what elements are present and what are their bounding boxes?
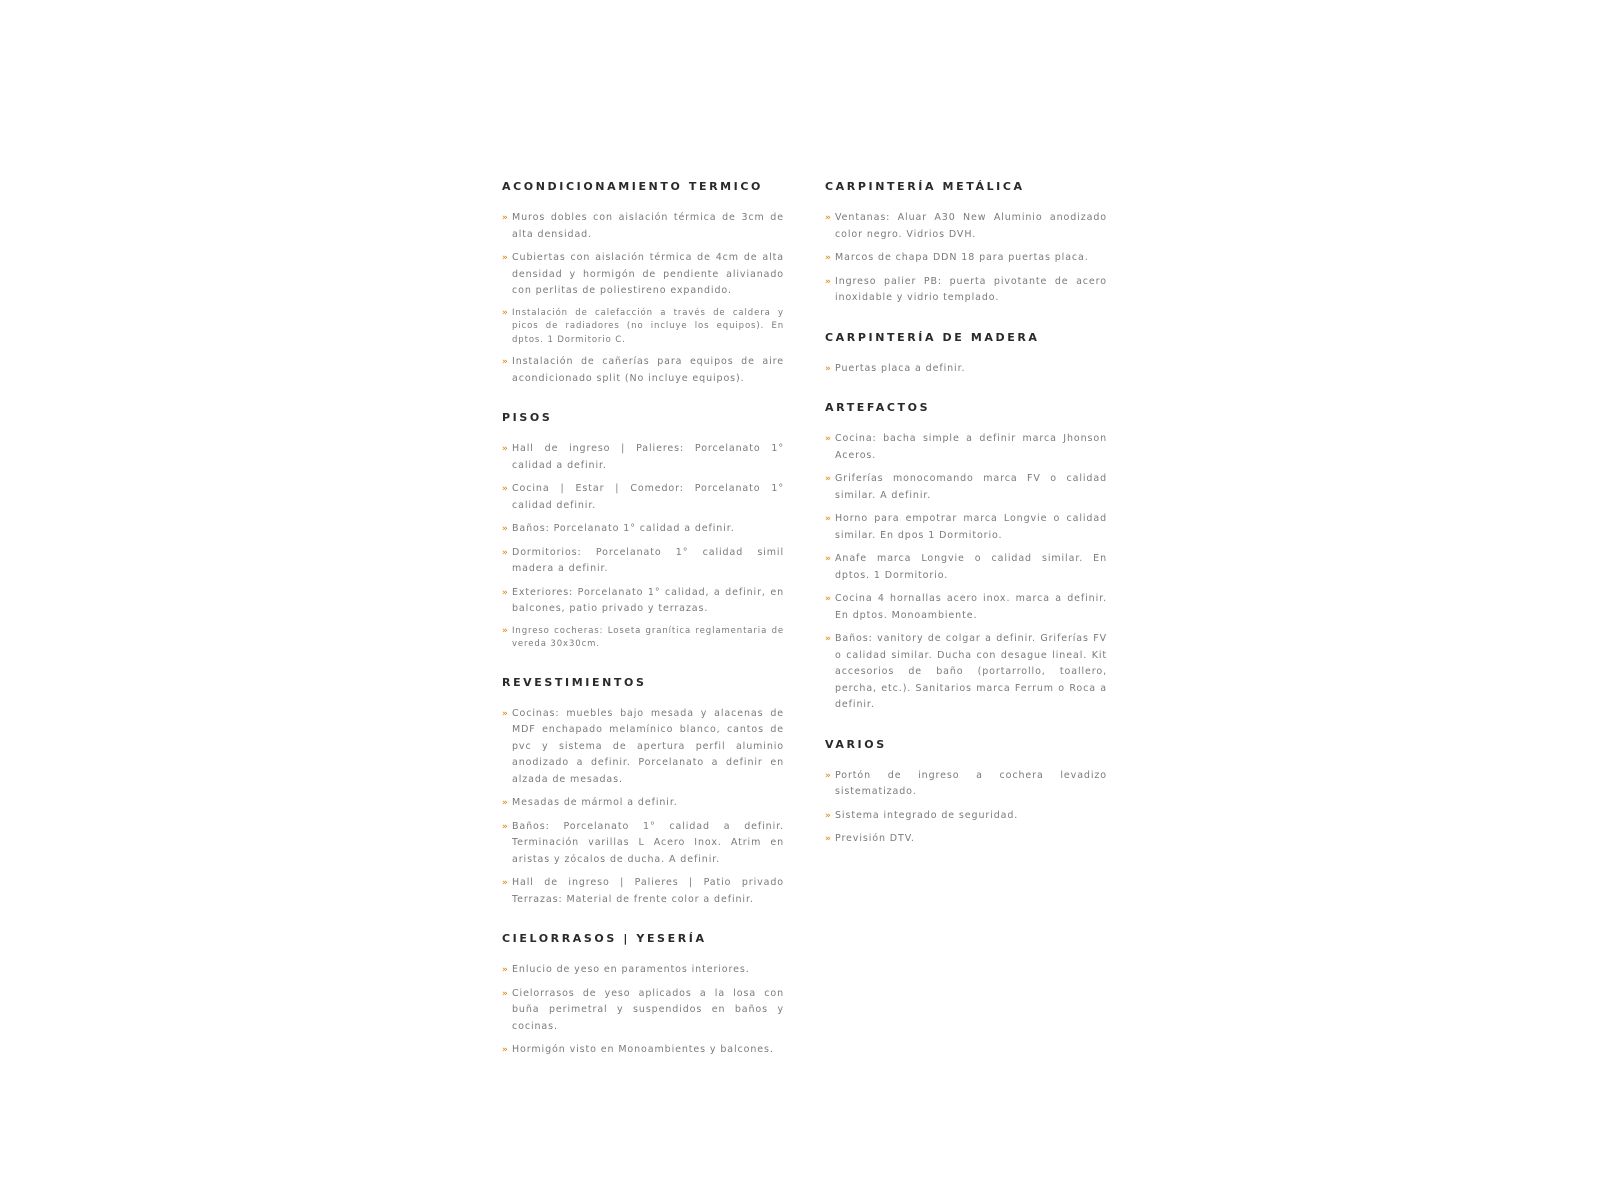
bullet-icon: » [502, 878, 508, 888]
list-item: » Hall de ingreso | Palieres: Porcelanato 1° calidad a definir. [502, 443, 784, 471]
bullet-icon: » [825, 554, 831, 564]
bullet-icon: » [502, 307, 508, 318]
item-list [825, 361, 1107, 378]
bullet-icon: » [502, 587, 508, 598]
list-item: » Enlucio de yeso en paramentos interiores. [502, 962, 784, 979]
bullet-icon: » [825, 474, 831, 484]
list-item: » Baños: Porcelanato 1° calidad a definir. [502, 521, 784, 538]
list-item: » Sistema integrado de seguridad. [825, 808, 1107, 825]
section-cielorrasos-yeseria [502, 932, 784, 1059]
section-title: ACONDICIONAMIENTO TERMICO [502, 180, 763, 193]
list-item: » Cocina: bacha simple a definir marca Jhonson Aceros. [825, 433, 1107, 461]
section-title: PISOS [502, 411, 553, 424]
bullet-icon: » [825, 276, 831, 287]
bullet-icon: » [825, 434, 831, 444]
list-item: » Baños: vanitory de colgar a definir. Griferías FV o calidad similar. Ducha con desague lineal. Kit accesorios de baño (portarrollo, toallero, percha, etc.). Sanitarios marca Ferrum o Roca a definir. [825, 633, 1107, 710]
section-title: CARPINTERÍA METÁLICA [825, 180, 1025, 193]
item-list [502, 706, 784, 909]
list-item: » Griferías monocomando marca FV o calidad similar. A definir. [825, 473, 1107, 501]
right-column [825, 180, 1107, 872]
list-item: » Anafe marca Longvie o calidad similar. En dptos. 1 Dormitorio. [825, 553, 1107, 581]
bullet-icon: » [825, 363, 831, 374]
item-list [825, 431, 1107, 714]
list-item: » Muros dobles con aislación térmica de 3cm de alta densidad. [502, 212, 784, 240]
bullet-icon: » [502, 798, 508, 808]
list-item: » Puertas placa a definir. [825, 361, 1107, 378]
list-item: » Instalación de cañerías para equipos de aire acondicionado split (No incluye equipos). [502, 356, 784, 384]
item-list [502, 441, 784, 652]
bullet-icon: » [502, 524, 508, 534]
bullet-icon: » [825, 770, 831, 781]
list-item: » Dormitorios: Porcelanato 1° calidad simil madera a definir. [502, 546, 784, 574]
bullet-icon: » [825, 834, 831, 844]
section-carpinteria-madera [825, 331, 1107, 378]
item-list [502, 962, 784, 1059]
item-list [825, 768, 1107, 848]
list-item: » Marcos de chapa DDN 18 para puertas placa. [825, 250, 1107, 267]
item-list [502, 210, 784, 387]
bullet-icon: » [825, 253, 831, 263]
section-acondicionamiento-termico [502, 180, 784, 387]
list-item: » Cubiertas con aislación térmica de 4cm de alta densidad y hormigón de pendiente alivianado con perlitas de poliestireno expandido. [502, 252, 784, 296]
bullet-icon: » [825, 514, 831, 524]
list-item: » Hormigón visto en Monoambientes y balcones. [502, 1042, 784, 1059]
list-item: » Exteriores: Porcelanato 1° calidad, a definir, en balcones, patio privado y terrazas. [502, 586, 784, 614]
bullet-icon: » [825, 634, 831, 644]
list-item: » Hall de ingreso | Palieres | Patio privado Terrazas: Material de frente color a definir. [502, 877, 784, 905]
bullet-icon: » [502, 625, 508, 636]
list-item: » Instalación de calefacción a través de caldera y picos de radiadores (no incluye los equipos). En dptos. 1 Dormitorio C. [502, 307, 784, 345]
list-item: » Cielorrasos de yeso aplicados a la losa con buña perimetral y suspendidos en baños y cocinas. [502, 987, 784, 1032]
list-item: » Portón de ingreso a cochera levadizo sistematizado. [825, 769, 1107, 797]
bullet-icon: » [825, 810, 831, 821]
bullet-icon: » [502, 965, 508, 975]
bullet-icon: » [502, 821, 508, 832]
bullet-icon: » [825, 213, 831, 223]
list-item: » Previsión DTV. [825, 831, 1107, 848]
list-item: » Ingreso cocheras: Loseta granítica reglamentaria de vereda 30x30cm. [502, 625, 784, 649]
left-column [502, 180, 784, 1083]
item-list [825, 210, 1107, 307]
bullet-icon: » [502, 1045, 508, 1055]
section-title: ARTEFACTOS [825, 401, 931, 414]
section-revestimientos [502, 676, 784, 909]
section-title: VARIOS [825, 737, 887, 751]
section-varios [825, 738, 1107, 848]
bullet-icon: » [502, 484, 508, 494]
section-title: CARPINTERÍA DE MADERA [825, 330, 1040, 344]
section-artefactos [825, 401, 1107, 714]
list-item: » Cocinas: muebles bajo mesada y alacenas de MDF enchapado melamínico blanco, cantos de pvc y sistema de apertura perfil aluminio anodizado a definir. Porcelanato a definir en alzada de mesadas. [502, 707, 784, 785]
bullet-icon: » [502, 547, 508, 558]
list-item: » Ingreso palier PB: puerta pivotante de acero inoxidable y vidrio templado. [825, 275, 1107, 303]
bullet-icon: » [825, 594, 831, 604]
bullet-icon: » [502, 253, 508, 263]
bullet-icon: » [502, 213, 508, 223]
section-title: CIELORRASOS | YESERÍA [502, 932, 707, 945]
bullet-icon: » [502, 988, 508, 999]
list-item: » Cocina | Estar | Comedor: Porcelanato 1° calidad definir. [502, 483, 784, 511]
bullet-icon: » [502, 357, 508, 367]
list-item: » Mesadas de mármol a definir. [502, 795, 784, 812]
list-item: » Baños: Porcelanato 1° calidad a definir. Terminación varillas L Acero Inox. Atrim en aristas y zócalos de ducha. A definir. [502, 820, 784, 865]
list-item: » Ventanas: Aluar A30 New Aluminio anodizado color negro. Vidrios DVH. [825, 212, 1107, 240]
section-pisos [502, 411, 784, 652]
section-carpinteria-metalica [825, 180, 1107, 307]
bullet-icon: » [502, 444, 508, 454]
list-item: » Cocina 4 hornallas acero inox. marca a definir. En dptos. Monoambiente. [825, 593, 1107, 621]
list-item: » Horno para empotrar marca Longvie o calidad similar. En dpos 1 Dormitorio. [825, 513, 1107, 541]
section-title: REVESTIMIENTOS [502, 675, 647, 689]
bullet-icon: » [502, 708, 508, 719]
